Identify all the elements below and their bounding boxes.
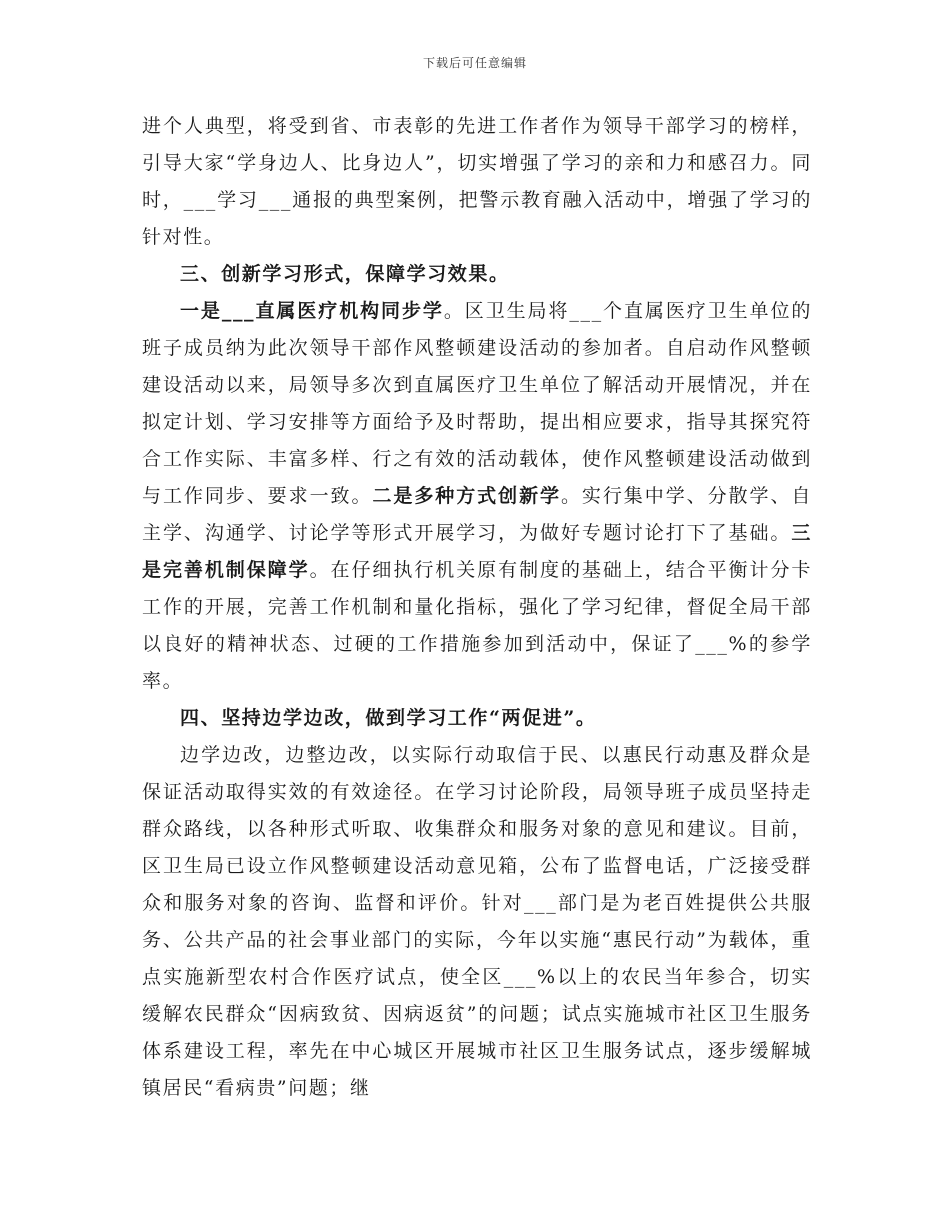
document-body	[142, 108, 812, 1107]
bold-lead-two: 二是多种方式创新学	[372, 485, 561, 507]
paragraph-text-three: 。在仔细执行机关原有制度的基础上，结合平衡计分卡工作的开展，完善工作机制和量化指标，强化了学习纪律，督促全局干部以良好的精神状态、过硬的工作措施参加到活动中，保证了___%的参学率。	[142, 559, 812, 692]
paragraph-continuation: 进个人典型，将受到省、市表彰的先进工作者作为领导干部学习的榜样，引导大家“学身边人、比身边人”，切实增强了学习的亲和力和感召力。同时，___学习___通报的典型案例，把警示教育融入活动中，增强了学习的针对性。	[142, 115, 812, 248]
bold-lead-three: 三是完善机制保障学	[142, 522, 812, 581]
paragraph-text-one: 。区卫生局将___个直属医疗卫生单位的班子成员纳为此次领导干部作风整顿建设活动的参加者。自启动作风整顿建设活动以来，局领导多次到直属医疗卫生单位了解活动开展情况，并在拟定计划、学习安排等方面给予及时帮助，提出相应要求，指导其探究符合工作实际、丰富多样、行之有效的活动载体，使作风整顿建设活动做到与工作同步、要求一致。	[142, 300, 812, 507]
section-heading-four: 四、坚持边学边改，做到学习工作“两促进”。	[180, 707, 597, 729]
paragraph-text-two: 。实行集中学、分散学、自主学、沟通学、讨论学等形式开展学习，为做好专题讨论打下了基础。	[142, 485, 812, 544]
bold-lead-one: 一是___直属医疗机构同步学	[180, 300, 444, 322]
section-heading-three: 三、创新学习形式，保障学习效果。	[180, 263, 510, 285]
paragraph-study-forms	[142, 293, 812, 700]
page-header: 下载后可任意编辑	[422, 56, 527, 70]
paragraph-learn-and-improve: 边学边改，边整边改，以实际行动取信于民、以惠民行动惠及群众是保证活动取得实效的有效途径。在学习讨论阶段，局领导班子成员坚持走群众路线，以各种形式听取、收集群众和服务对象的意见和建议。目前，区卫生局已设立作风整顿建设活动意见箱，公布了监督电话，广泛接受群众和服务对象的咨询、监督和评价。针对___部门是为老百姓提供公共服务、公共产品的社会事业部门的实际，今年以实施“惠民行动”为载体，重点实施新型农村合作医疗试点，使全区___%以上的农民当年参合，切实缓解农民群众“因病致贫、因病返贫”的问题；试点实施城市社区卫生服务体系建设工程，率先在中心城区开展城市社区卫生服务试点，逐步缓解城镇居民“看病贵”问题；继	[142, 744, 812, 1099]
